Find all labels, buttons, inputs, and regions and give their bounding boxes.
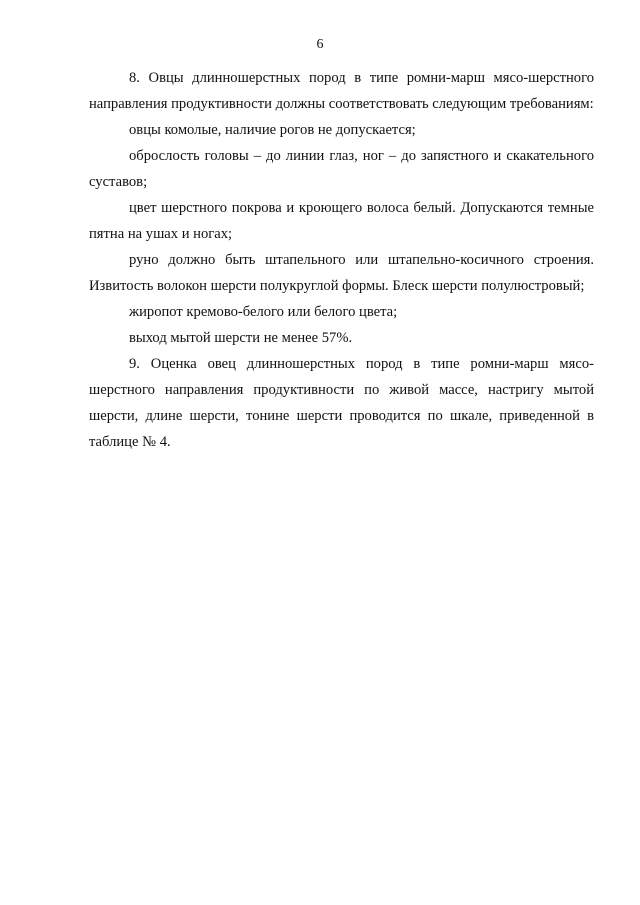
- paragraph-fleece-color: цвет шерстного покрова и кроющего волоса белый. Допускаются темные пятна на ушах и ногах;: [89, 200, 594, 242]
- paragraph-8-requirements: 8. Овцы длинношерстных пород в типе ромни-марш мясо-шерстного направления продуктивности должны соответствовать следующим требованиям:: [89, 70, 594, 112]
- page-number: 6: [316, 37, 324, 52]
- paragraph-polled: овцы комолые, наличие рогов не допускается;: [129, 122, 416, 138]
- document-body: [89, 65, 594, 455]
- paragraph-9-evaluation: 9. Оценка овец длинношерстных пород в типе ромни-марш мясо-шерстного направления продуктивности по живой массе, настригу мытой шерсти, длине шерсти, тонине шерсти проводится по шкале, приведенной в таблице № 4.: [89, 356, 594, 450]
- paragraph-wool-coverage: оброслость головы – до линии глаз, ног – до запястного и скакательного суставов;: [89, 148, 594, 190]
- paragraph-clean-wool-yield: выход мытой шерсти не менее 57%.: [129, 330, 353, 346]
- paragraph-fleece-structure: руно должно быть штапельного или штапельно-косичного строения. Извитость волокон шерсти полукруглой формы. Блеск шерсти полулюстровый;: [89, 252, 594, 294]
- paragraph-yolk-color: жиропот кремово-белого или белого цвета;: [129, 304, 398, 320]
